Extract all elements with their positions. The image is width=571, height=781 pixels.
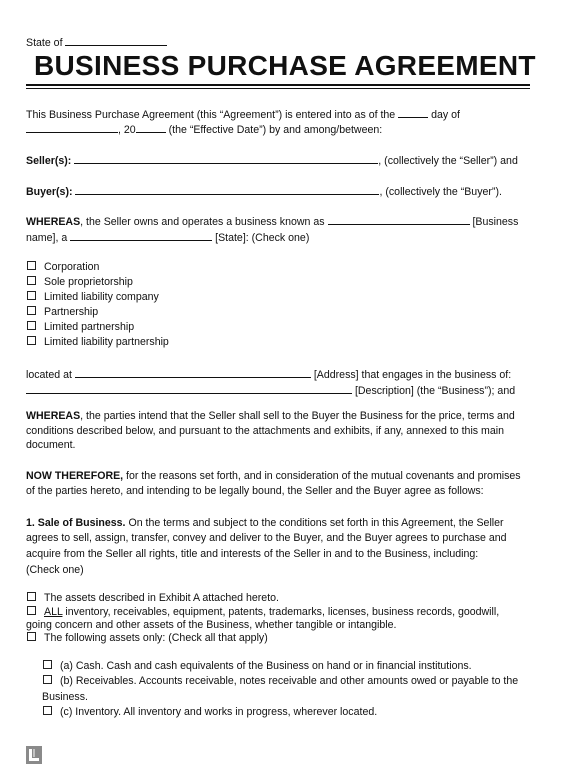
checkbox[interactable] [27,261,36,270]
located-line-1: located at [Address] that engages in the business of: [26,369,512,381]
title-rule-thick [26,84,530,86]
state-label: State of [26,37,63,49]
checkbox[interactable] [27,276,36,285]
state-line [26,36,167,50]
intro-line-1: This Business Purchase Agreement (this “Agreement”) is entered into as of the day of [26,109,460,121]
checkbox[interactable] [27,291,36,300]
whereas2-line-3: document. [26,439,76,451]
intro-line-2: , 20 (the “Effective Date”) by and among/between: [26,123,382,137]
sub-option-receivables[interactable]: (b) Receivables. Accounts receivable, notes receivable and other amounts owed or payable to the [43,675,518,688]
checkbox[interactable] [43,660,52,669]
now-therefore-line-1: NOW THEREFORE, for the reasons set forth, and in consideration of the mutual covenants and promises [26,470,521,482]
section1-line-4: (Check one) [26,564,84,576]
title-rule-thin [26,88,530,89]
day-blank[interactable] [398,108,428,118]
buyer-line: Buyer(s): , (collectively the “Buyer”). [26,186,502,198]
checkbox[interactable] [43,675,52,684]
business-name-blank[interactable] [328,215,470,225]
option-following-assets[interactable]: The following assets only: (Check all that apply) [27,632,268,645]
entity-option-sole-proprietorship[interactable]: Sole proprietorship [27,276,133,289]
entity-option-llp[interactable]: Limited liability partnership [27,336,169,349]
document-title: BUSINESS PURCHASE AGREEMENT [34,50,536,81]
whereas2-line-1: WHEREAS, the parties intend that the Seller shall sell to the Buyer the Business for the price, terms and [26,410,515,422]
sub-option-cash[interactable]: (a) Cash. Cash and cash equivalents of the Business on hand or in financial institutions. [43,660,472,673]
address-blank[interactable] [75,368,311,378]
located-line-2: [Description] (the “Business”); and [26,384,515,398]
whereas1-line-1: WHEREAS, the Seller owns and operates a business known as [Business [26,216,519,228]
entity-option-limited-partnership[interactable]: Limited partnership [27,321,134,334]
section1-line-2: agrees to sell, assign, transfer, convey and deliver to the Buyer, and the Buyer agrees to purchase and [26,532,507,544]
checkbox[interactable] [27,632,36,641]
option-exhibit-a[interactable]: The assets described in Exhibit A attached hereto. [27,592,279,605]
sub-option-receivables-line-2: Business. [42,691,88,703]
now-therefore-line-2: of the parties hereto, and intending to be legally bound, the Seller and the Buyer agree as follows: [26,485,484,497]
entity-option-llc[interactable]: Limited liability company [27,291,159,304]
section1-line-1: 1. Sale of Business. On the terms and subject to the conditions set forth in this Agreement, the Seller [26,517,504,529]
month-blank[interactable] [26,123,118,133]
checkbox[interactable] [27,592,36,601]
sub-option-inventory[interactable]: (c) Inventory. All inventory and works in progress, wherever located. [43,706,377,719]
brand-logo-icon [26,746,42,764]
whereas2-line-2: conditions described below, and pursuant to the attachments and exhibits, if any, annexed to this main [26,425,504,437]
state-blank[interactable] [65,36,167,46]
year-blank[interactable] [136,123,166,133]
option-all-assets-line-2: going concern and other assets of the Business, whether tangible or intangible. [26,619,397,631]
checkbox[interactable] [27,321,36,330]
checkbox[interactable] [43,706,52,715]
seller-line: Seller(s): , (collectively the “Seller”) and [26,155,518,167]
checkbox[interactable] [27,306,36,315]
entity-option-partnership[interactable]: Partnership [27,306,98,319]
whereas1-line-2: name], a [State]: (Check one) [26,232,310,244]
checkbox[interactable] [27,606,36,615]
buyer-blank[interactable] [75,185,379,195]
section1-line-3: acquire from the Seller all rights, title and interests of the Seller in and to the Business, including: [26,548,479,560]
checkbox[interactable] [27,336,36,345]
seller-blank[interactable] [74,154,378,164]
entity-option-corporation[interactable]: Corporation [27,261,99,274]
description-blank[interactable] [26,384,352,394]
option-all-assets[interactable]: ALL inventory, receivables, equipment, patents, trademarks, licenses, business records, goodwill, [27,606,499,619]
state-entity-blank[interactable] [70,231,212,241]
